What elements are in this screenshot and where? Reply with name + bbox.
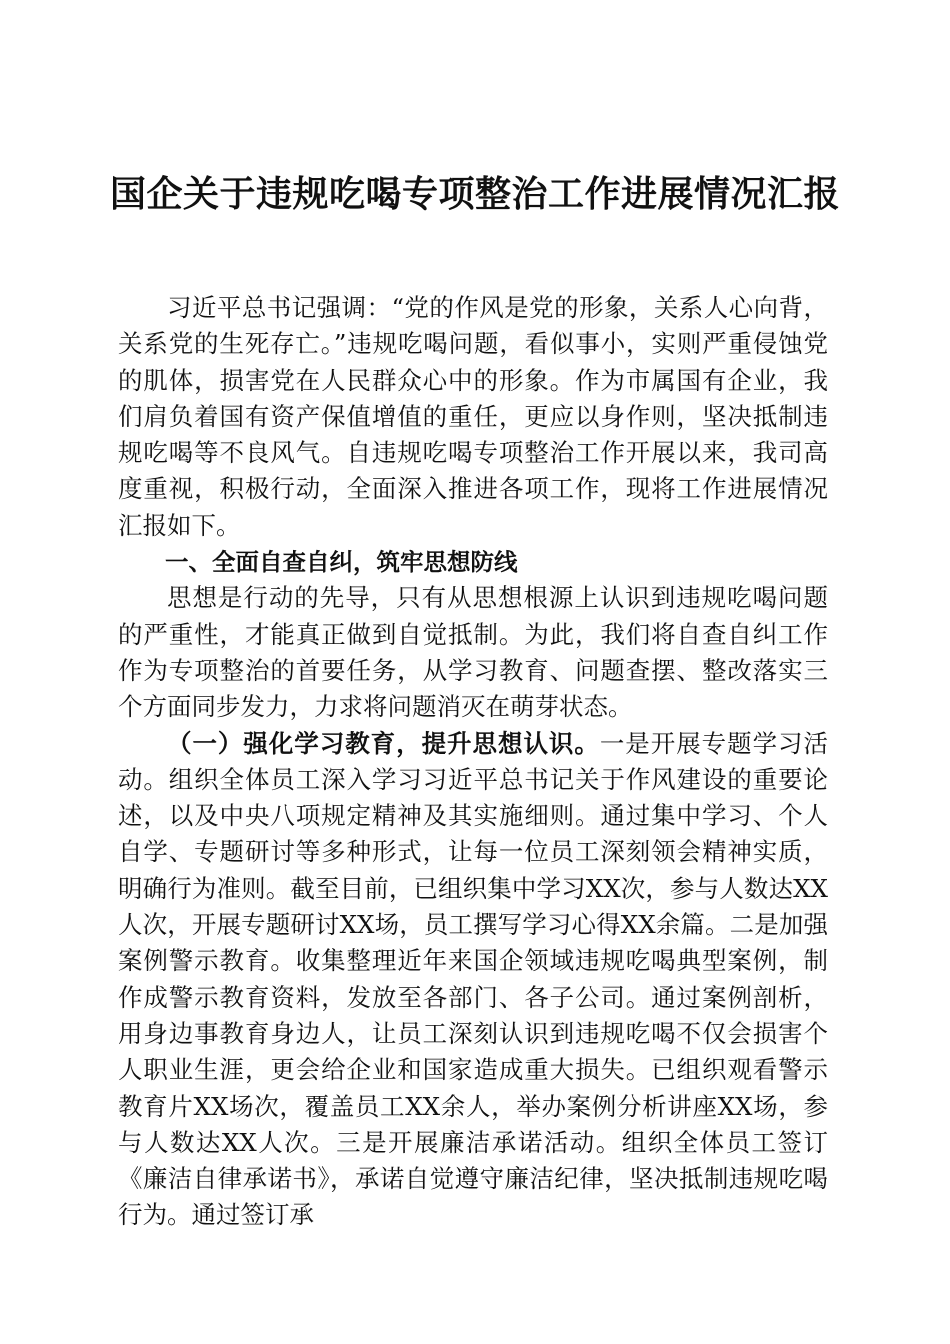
section-1-heading: 一、全面自查自纠，筑牢思想防线 — [165, 548, 518, 577]
document-title: 国企关于违规吃喝专项整治工作进展情况汇报 — [109, 173, 840, 215]
subsection-1-paragraph — [118, 726, 828, 1234]
subsection-1-heading: （一）强化学习教育，提升思想认识。 — [167, 728, 600, 758]
intro-paragraph: 习近平总书记强调：“党的作风是党的形象，关系人心向背，关系党的生死存亡。”违规吃喝问题，看似事小，实则严重侵蚀党的肌体，损害党在人民群众心中的形象。作为市属国有企业，我们肩负着国有资产保值增值的重任，更应以身作则，坚决抵制违规吃喝等不良风气。自违规吃喝专项整治工作开展以来，我司高度重视，积极行动，全面深入推进各项工作，现将工作进展情况汇报如下。 — [118, 293, 828, 540]
subsection-1-body: 一是开展专题学习活动。组织全体员工深入学习习近平总书记关于作风建设的重要论述，以及中央八项规定精神及其实施细则。通过集中学习、个人自学、专题研讨等多种形式，让每一位员工深刻领会精神实质，明确行为准则。截至目前，已组织集中学习XX次，参与人数达XX人次，开展专题研讨XX场，员工撰写学习心得XX余篇。二是加强案例警示教育。收集整理近年来国企领域违规吃喝典型案例，制作成警示教育资料，发放至各部门、各子公司。通过案例剖析，用身边事教育身边人，让员工深刻认识到违规吃喝不仅会损害个人职业生涯，更会给企业和国家造成重大损失。已组织观看警示教育片XX场次，覆盖员工XX余人，举办案例分析讲座XX场，参与人数达XX人次。三是开展廉洁承诺活动。组织全体员工签订《廉洁自律承诺书》，承诺自觉遵守廉洁纪律，坚决抵制违规吃喝行为。通过签订承 — [118, 728, 829, 1230]
section-1-intro-paragraph: 思想是行动的先导，只有从思想根源上认识到违规吃喝问题的严重性，才能真正做到自觉抵制。为此，我们将自查自纠工作作为专项整治的首要任务，从学习教育、问题查摆、整改落实三个方面同步发力，力求将问题消灭在萌芽状态。 — [118, 583, 828, 722]
document-body — [118, 290, 828, 1234]
